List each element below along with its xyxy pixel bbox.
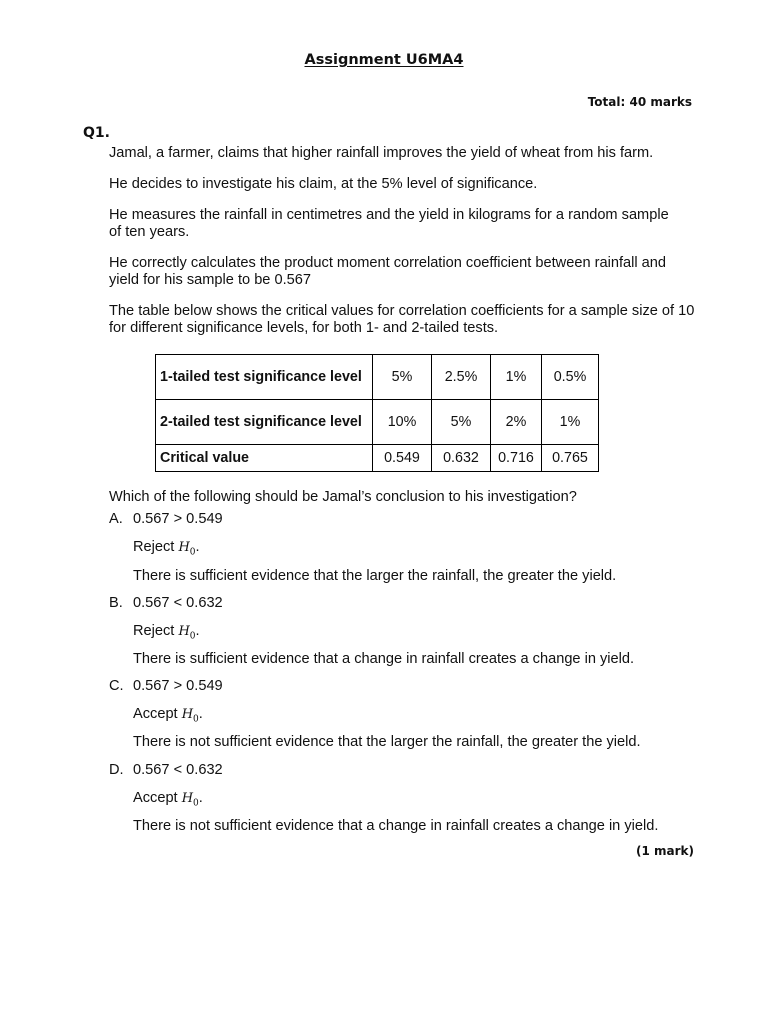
option-c <box>109 678 223 694</box>
option-comparison: 0.567 < 0.632 <box>133 595 223 611</box>
option-d-conclusion: There is not sufficient evidence that a change in rainfall creates a change in yield. <box>133 818 659 834</box>
table-row <box>156 400 599 445</box>
question-paragraph: He correctly calculates the product moment correlation coefficient between rainfall and yield for his sample to be 0.567 <box>109 255 667 288</box>
table-cell: 5% <box>373 355 432 400</box>
row-header: 1-tailed test significance level <box>156 355 373 400</box>
table-row <box>156 355 599 400</box>
option-c-decision: Accept $H_0$. <box>133 706 203 725</box>
option-letter: B. <box>109 595 123 611</box>
option-c-conclusion: There is not sufficient evidence that the larger the rainfall, the greater the yield. <box>133 734 641 750</box>
decision-text: Reject <box>133 623 175 639</box>
option-letter: D. <box>109 762 124 778</box>
null-hypothesis: $H_0$ <box>181 791 199 809</box>
table-cell: 1% <box>542 400 599 445</box>
table-cell: 0.5% <box>542 355 599 400</box>
option-b-conclusion: There is sufficient evidence that a change in rainfall creates a change in yield. <box>133 651 635 667</box>
null-hypothesis: $H_0$ <box>178 540 196 558</box>
option-a-conclusion: There is sufficient evidence that the larger the rainfall, the greater the yield. <box>133 568 617 584</box>
table-cell: 0.765 <box>542 445 599 472</box>
option-letter: C. <box>109 678 124 694</box>
decision-text: Reject <box>133 539 175 555</box>
question-paragraph: He decides to investigate his claim, at the 5% level of significance. <box>109 176 538 192</box>
option-b-decision: Reject $H_0$. <box>133 623 200 642</box>
question-number: Q1. <box>83 125 110 141</box>
option-a-decision: Reject $H_0$. <box>133 539 200 558</box>
decision-text: Accept <box>133 790 178 806</box>
null-hypothesis: $H_0$ <box>178 624 196 642</box>
table-cell: 2.5% <box>432 355 491 400</box>
question-prompt: Which of the following should be Jamal’s conclusion to his investigation? <box>109 489 577 505</box>
option-comparison: 0.567 > 0.549 <box>133 678 223 694</box>
table-cell: 0.549 <box>373 445 432 472</box>
table-cell: 0.716 <box>491 445 542 472</box>
option-letter: A. <box>109 511 123 527</box>
table-cell: 2% <box>491 400 542 445</box>
assignment-title: Assignment U6MA4 <box>304 52 464 68</box>
option-a <box>109 511 223 527</box>
option-b <box>109 595 223 611</box>
question-paragraph: Jamal, a farmer, claims that higher rainfall improves the yield of wheat from his farm. <box>109 145 654 161</box>
question-paragraph: He measures the rainfall in centimetres and the yield in kilograms for a random sample of ten years. <box>109 207 669 240</box>
option-comparison: 0.567 < 0.632 <box>133 762 223 778</box>
total-marks: Total: 40 marks <box>587 95 692 109</box>
option-d <box>109 762 223 778</box>
table-cell: 0.632 <box>432 445 491 472</box>
table-row <box>156 445 599 472</box>
table-cell: 10% <box>373 400 432 445</box>
mark-allocation: (1 mark) <box>636 844 694 858</box>
decision-text: Accept <box>133 706 178 722</box>
null-hypothesis: $H_0$ <box>181 707 199 725</box>
row-header: Critical value <box>156 445 373 472</box>
option-d-decision: Accept $H_0$. <box>133 790 203 809</box>
row-header: 2-tailed test significance level <box>156 400 373 445</box>
table-cell: 5% <box>432 400 491 445</box>
critical-values-table <box>155 354 599 472</box>
table-cell: 1% <box>491 355 542 400</box>
question-paragraph: The table below shows the critical values for correlation coefficients for a sample size of 10 for different significance levels, for both 1- and 2-tailed tests. <box>109 303 695 336</box>
option-comparison: 0.567 > 0.549 <box>133 511 223 527</box>
